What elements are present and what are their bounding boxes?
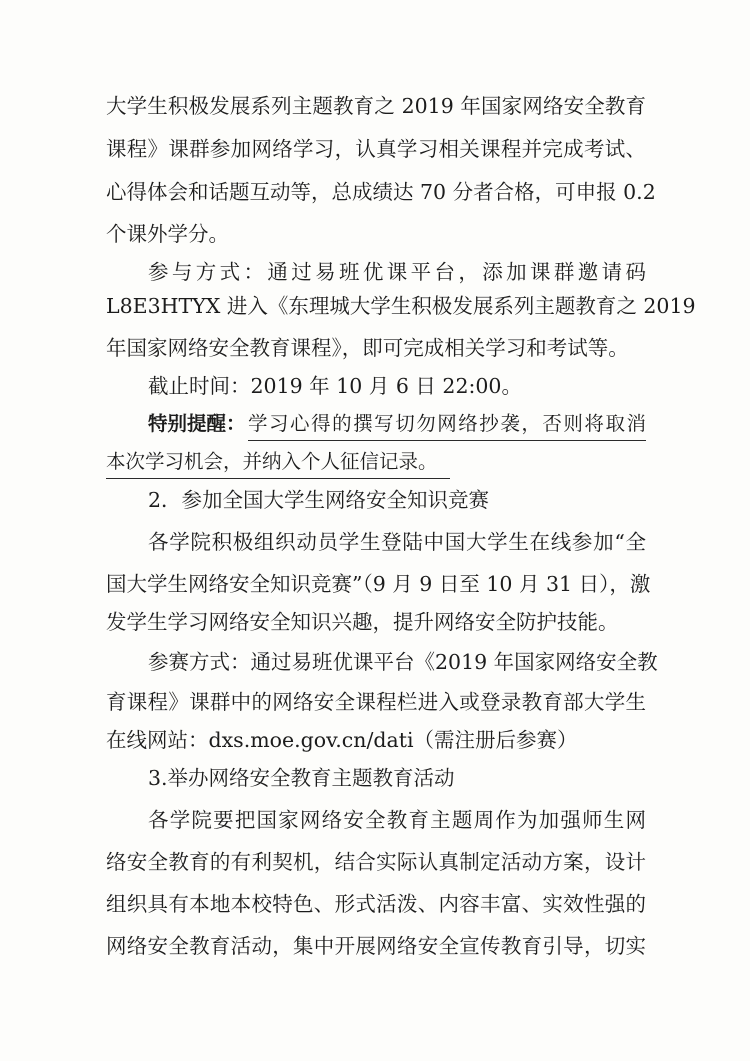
- special-reminder-label: 特别提醒：: [148, 412, 246, 435]
- paragraph-line-2: 课程》课群参加网络学习，认真学习相关课程并完成考试、: [106, 137, 646, 161]
- deadline-line: 截止时间：2019 年 10 月 6 日 22:00。: [148, 374, 522, 398]
- section-3-heading: 3.举办网络安全教育主题教育活动: [148, 766, 455, 790]
- participation-method-line-3: 年国家网络安全教育课程》，即可完成相关学习和考试等。: [106, 336, 629, 360]
- participation-method-line-2: L8E3HTYX 进入《东理城大学生积极发展系列主题教育之 2019: [106, 294, 696, 318]
- reminder-underline-1: [248, 440, 646, 441]
- special-reminder-text-1: 学习心得的撰写切勿网络抄袭，否则将取消: [248, 412, 646, 435]
- paragraph-line-3: 心得体会和话题互动等，总成绩达 70 分者合格，可申报 0.2: [106, 180, 656, 204]
- paragraph-line-1: 大学生积极发展系列主题教育之 2019 年国家网络安全教育: [106, 94, 646, 118]
- participation-method-line-1: 参与方式：通过易班优课平台，添加课群邀请码: [148, 260, 646, 284]
- competition-method-line-1: 参赛方式：通过易班优课平台《2019 年国家网络安全教: [148, 650, 658, 674]
- competition-line-3: 发学生学习网络安全知识兴趣，提升网络安全防护技能。: [106, 610, 619, 634]
- activity-line-2: 络安全教育的有利契机，结合实际认真制定活动方案，设计: [106, 850, 646, 874]
- competition-line-2: 国大学生网络安全知识竞赛”（9 月 9 日至 10 月 31 日），激: [106, 572, 651, 596]
- special-reminder-text-2: 本次学习机会，并纳入个人征信记录。: [106, 450, 438, 473]
- activity-line-4: 网络安全教育活动，集中开展网络安全宣传教育引导，切实: [106, 934, 646, 958]
- activity-line-1: 各学院要把国家网络安全教育主题周作为加强师生网: [148, 808, 646, 832]
- competition-method-line-2: 育课程》课群中的网络安全课程栏进入或登录教育部大学生: [106, 690, 646, 714]
- paragraph-line-4: 个课外学分。: [106, 222, 229, 246]
- section-2-heading: 2．参加全国大学生网络安全知识竞赛: [148, 488, 490, 512]
- competition-line-1: 各学院积极组织动员学生登陆中国大学生在线参加“全: [148, 530, 646, 554]
- competition-method-line-3: 在线网站：dxs.moe.gov.cn/dati（需注册后参赛）: [106, 728, 578, 752]
- activity-line-3: 组织具有本地本校特色、形式活泼、内容丰富、实效性强的: [106, 892, 646, 916]
- reminder-underline-2: [106, 478, 450, 479]
